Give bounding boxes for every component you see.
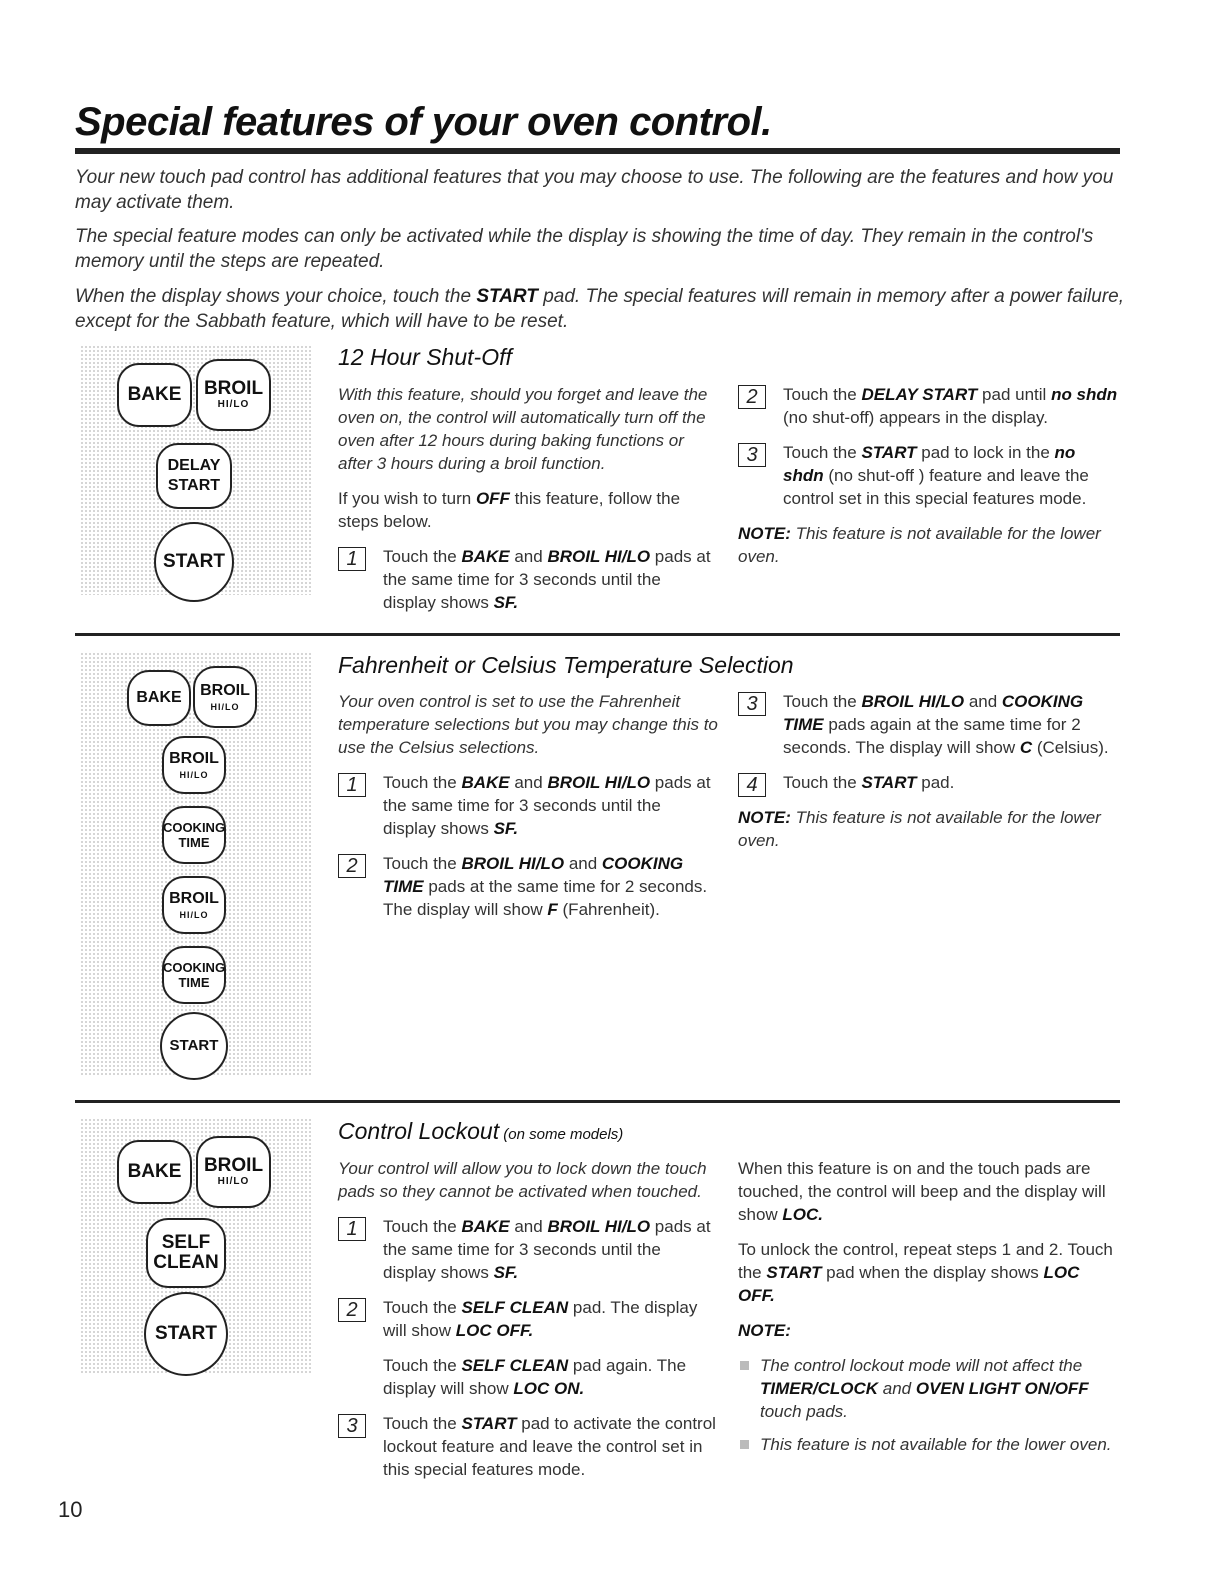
- shutoff-intro: With this feature, should you forget and leave the oven on, the control will automatically turn off the oven after 12 hours during baking functions or after 3 hours during a broil function.: [338, 385, 708, 473]
- delay-start-pad: DELAY START: [156, 443, 232, 509]
- section-title-fahrenheit: Fahrenheit or Celsius Temperature Selection: [338, 652, 794, 678]
- step-number: 1: [338, 1217, 366, 1241]
- fahrenheit-step-2: 2 Touch the BROIL HI/LO and COOKING TIME pads at the same time for 2 seconds. The display will show F (Fahrenheit).: [338, 852, 718, 921]
- cooking-time-pad: COOKING TIME: [162, 806, 226, 864]
- step-number: 2: [338, 1298, 366, 1322]
- self-clean-pad: SELF CLEAN: [146, 1218, 226, 1288]
- intro-paragraph-2: The special feature modes can only be activated while the display is showing the time of day. They remain in the control's memory until the steps are repeated.: [75, 226, 1094, 272]
- bake-pad: BAKE: [117, 363, 192, 427]
- fahrenheit-note: NOTE: This feature is not available for the lower oven.: [738, 808, 1101, 850]
- broil-pad: BROIL HI/LO: [162, 736, 226, 794]
- fahrenheit-step-3: 3 Touch the BROIL HI/LO and COOKING TIME pads again at the same time for 2 seconds. The display will show C (Celsius).: [738, 690, 1118, 759]
- section-title-lockout: Control Lockout (on some models): [338, 1118, 624, 1144]
- shutoff-step-1: 1 Touch the BAKE and BROIL HI/LO pads at the same time for 3 seconds until the display shows SF.: [338, 545, 718, 614]
- broil-pad: BROIL HI/LO: [196, 359, 271, 431]
- lockout-step-3: 3 Touch the START pad to activate the control lockout feature and leave the control set in this special features mode.: [338, 1412, 718, 1481]
- lockout-note-bullet-2: This feature is not available for the lower oven.: [738, 1433, 1118, 1456]
- shutoff-turn-off-text: If you wish to turn OFF this feature, follow the steps below.: [338, 489, 681, 531]
- lockout-step-2: 2 Touch the SELF CLEAN pad. The display will show LOC OFF.: [338, 1296, 718, 1342]
- start-pad: START: [154, 522, 234, 602]
- cooking-time-pad: COOKING TIME: [162, 946, 226, 1004]
- lockout-right-column: [738, 1157, 1118, 1466]
- fahrenheit-step-1: 1 Touch the BAKE and BROIL HI/LO pads at the same time for 3 seconds until the display shows SF.: [338, 771, 718, 840]
- lockout-pad-illustration: [80, 1118, 312, 1373]
- section-divider-2: [75, 1100, 1120, 1103]
- start-pad: START: [160, 1012, 228, 1080]
- title-rule: [75, 148, 1120, 154]
- shutoff-right-column: [738, 383, 1118, 580]
- lockout-right-paragraph-1: When this feature is on and the touch pads are touched, the control will beep and the display will show LOC.: [738, 1159, 1106, 1224]
- shutoff-step-3: 3 Touch the START pad to lock in the no shdn (no shut-off ) feature and leave the control set in this special features mode.: [738, 441, 1118, 510]
- fahrenheit-pad-illustration: [80, 652, 312, 1077]
- lockout-step-2b: Touch the SELF CLEAN pad again. The display will show LOC ON.: [383, 1356, 687, 1398]
- lockout-intro: Your control will allow you to lock down the touch pads so they cannot be activated when touched.: [338, 1159, 707, 1201]
- shutoff-pad-illustration: [80, 345, 312, 595]
- shutoff-note: NOTE: This feature is not available for the lower oven.: [738, 524, 1101, 566]
- lockout-right-paragraph-2: To unlock the control, repeat steps 1 and 2. Touch the START pad when the display shows LOC OFF.: [738, 1240, 1113, 1305]
- step-number: 3: [738, 692, 766, 716]
- lockout-note-label: NOTE:: [738, 1321, 791, 1340]
- fahrenheit-intro: Your oven control is set to use the Fahrenheit temperature selections but you may change this to use the Celsius selections.: [338, 692, 718, 757]
- bake-pad: BAKE: [117, 1140, 192, 1204]
- section-title-shutoff: 12 Hour Shut-Off: [338, 344, 512, 370]
- broil-pad: BROIL HI/LO: [162, 876, 226, 934]
- step-number: 4: [738, 773, 766, 797]
- step-number: 3: [338, 1414, 366, 1438]
- start-pad: START: [144, 1292, 228, 1376]
- broil-pad: BROIL HI/LO: [193, 666, 257, 728]
- intro-paragraph-1: Your new touch pad control has additional features that you may choose to use. The following are the features and how you may activate them.: [75, 167, 1114, 213]
- step-number: 3: [738, 443, 766, 467]
- step-number: 2: [738, 385, 766, 409]
- fahrenheit-right-column: [738, 690, 1118, 864]
- step-number: 1: [338, 773, 366, 797]
- section-divider-1: [75, 633, 1120, 636]
- bake-pad: BAKE: [127, 670, 191, 726]
- broil-pad: BROIL HI/LO: [196, 1136, 271, 1208]
- intro-paragraph-3: When the display shows your choice, touch the START pad. The special features will remain in memory after a power failure, except for the Sabbath feature, which will have to be reset.: [75, 286, 1125, 332]
- page-title: Special features of your oven control.: [75, 100, 772, 144]
- shutoff-step-2: 2 Touch the DELAY START pad until no shdn (no shut-off) appears in the display.: [738, 383, 1118, 429]
- step-number: 1: [338, 547, 366, 571]
- fahrenheit-left-column: [338, 690, 718, 933]
- lockout-step-1: 1 Touch the BAKE and BROIL HI/LO pads at the same time for 3 seconds until the display shows SF.: [338, 1215, 718, 1284]
- lockout-left-column: [338, 1157, 718, 1493]
- step-number: 2: [338, 854, 366, 878]
- shutoff-left-column: [338, 383, 718, 626]
- lockout-note-bullet-1: The control lockout mode will not affect the TIMER/CLOCK and OVEN LIGHT ON/OFF touch pads.: [738, 1354, 1118, 1423]
- fahrenheit-step-4: 4 Touch the START pad.: [738, 771, 1118, 794]
- page-number: 10: [58, 1497, 83, 1522]
